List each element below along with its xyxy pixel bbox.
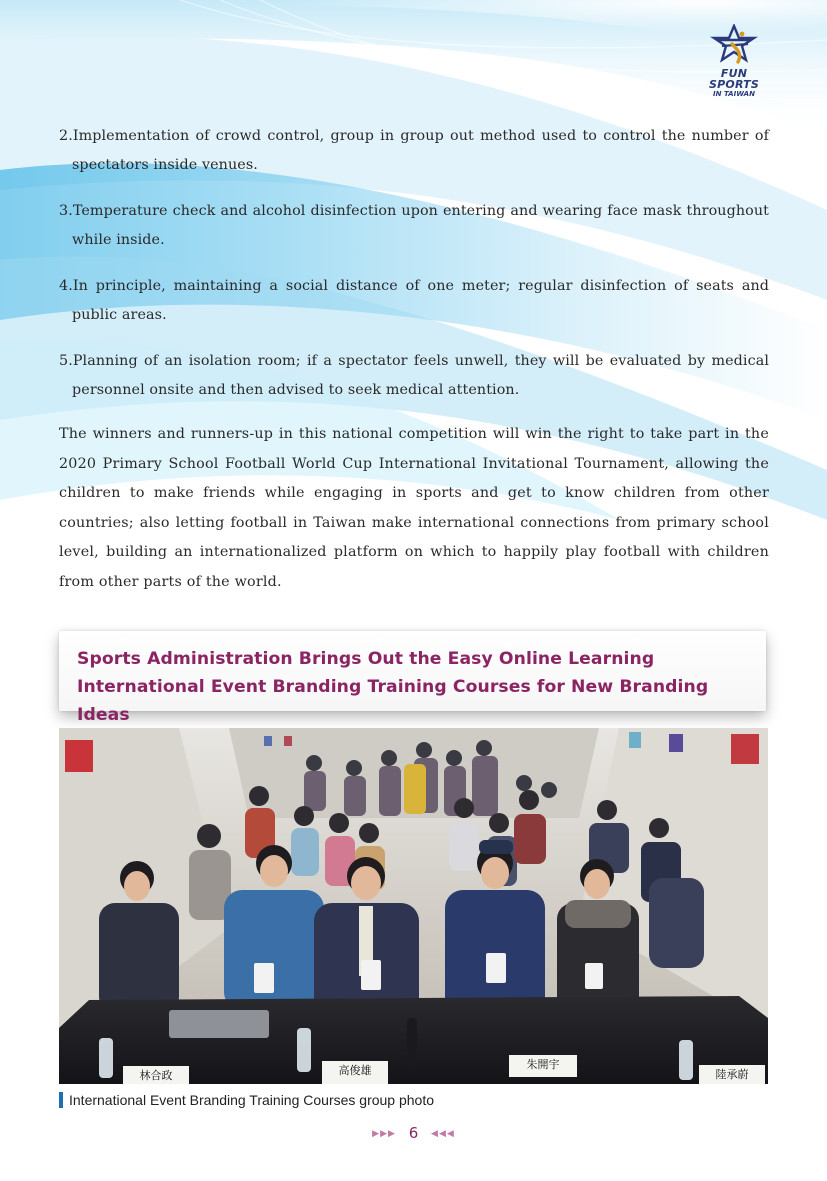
fun-sports-logo	[699, 24, 769, 98]
list-item: 5.Planning of an isolation room; if a spectator feels unwell, they will be evaluated by medical personnel onsite and then advised to seek medical attention.	[59, 353, 769, 398]
logo-text-line2: IN TAIWAN	[713, 90, 755, 98]
list-item: 2.Implementation of crowd control, group in group out method used to control the number of spectators inside venues.	[59, 128, 769, 173]
banner-title: Sports Administration Brings Out the Easy Online Learning International Event Branding Training Courses for New Branding Ideas	[77, 649, 709, 725]
body-paragraph: The winners and runners-up in this national competition will win the right to take part in the 2020 Primary School Football World Cup International Invitational Tournament, allowing the children to make friends while engaging in sports and get to know children from other countries; also letting football in Taiwan make international connections from primary school level, building an internationalized platform on which to happily play football with children from other parts of the world.	[59, 426, 769, 590]
star-runner-icon	[708, 24, 760, 66]
right-arrows-icon: ◀◀◀	[431, 1129, 455, 1139]
left-arrows-icon: ▶▶▶	[372, 1129, 396, 1139]
main-content	[59, 122, 769, 598]
nameplate: 朱開宇	[509, 1055, 577, 1077]
section-banner	[59, 631, 766, 725]
photo-caption	[59, 1092, 434, 1108]
caption-bar	[59, 1092, 63, 1108]
page-number: 6	[408, 1124, 419, 1142]
page-footer	[0, 1124, 827, 1142]
list-item: 4.In principle, maintaining a social distance of one meter; regular disinfection of seats and public areas.	[59, 278, 769, 323]
nameplate: 林合政	[123, 1066, 189, 1084]
logo-text-line1: FUN SPORTS	[709, 67, 759, 91]
nameplate: 高俊雄	[322, 1061, 388, 1084]
group-photo	[59, 728, 768, 1084]
caption-text: International Event Branding Training Courses group photo	[69, 1092, 435, 1108]
list-item: 3.Temperature check and alcohol disinfection upon entering and wearing face mask throughout while inside.	[59, 203, 769, 248]
nameplate: 陸承蔚	[699, 1065, 765, 1084]
